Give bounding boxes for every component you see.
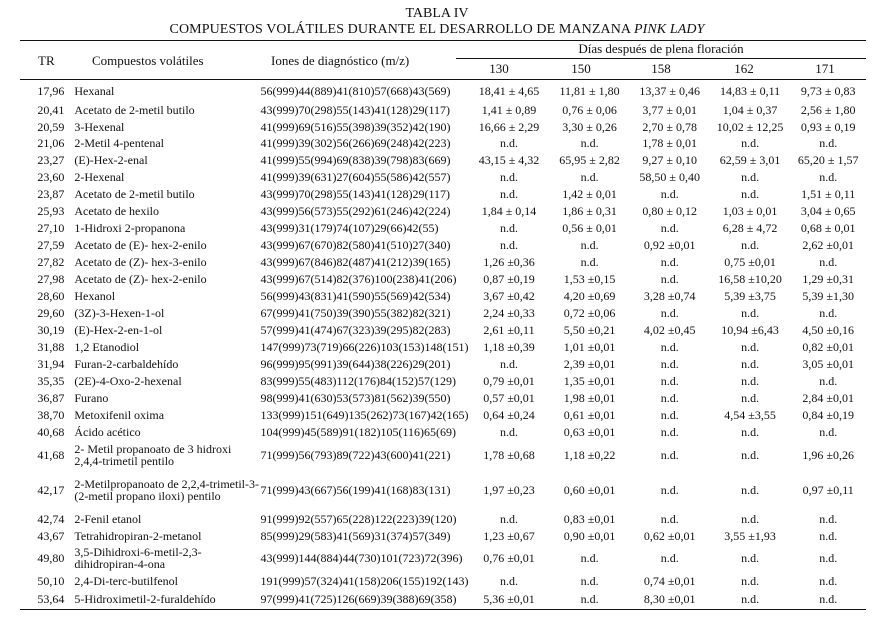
value-day-171: 0,82 ±0,01 — [802, 339, 854, 354]
value-day-158: 3,77 ± 0,01 — [642, 102, 697, 117]
value-day-130: 1,23 ±0,67 — [483, 528, 535, 543]
value-day-158: n.d. — [660, 551, 679, 565]
value-day-130: 1,41 ± 0,89 — [481, 102, 537, 117]
diagnostic-ions: 147(999)73(719)66(226)103(153)148(151) — [260, 339, 469, 354]
retention-time: 25,93 — [37, 203, 65, 218]
value-day-130: 0,87 ±0,19 — [483, 271, 535, 286]
value-day-158: 0,80 ± 0,12 — [642, 203, 697, 218]
retention-time: 35,35 — [37, 373, 65, 388]
value-day-171: 1,96 ±0,26 — [802, 448, 854, 462]
header-bottom-rule — [20, 79, 866, 80]
table-row — [20, 254, 866, 270]
value-day-150: 0,90 ±0,01 — [563, 528, 616, 543]
value-day-150: 5,50 ±0,21 — [563, 322, 616, 337]
diagnostic-ions: 85(999)29(583)41(569)31(374)57(349) — [260, 528, 451, 543]
value-day-162: n.d. — [741, 591, 760, 606]
value-day-162: n.d. — [741, 483, 760, 497]
value-day-158: n.d. — [660, 511, 679, 526]
value-day-130: 1,84 ± 0,14 — [481, 203, 537, 218]
volatile-compounds-table — [20, 81, 866, 608]
retention-time: 27,98 — [37, 271, 65, 286]
value-day-130: 43,15 ± 4,32 — [478, 152, 540, 167]
compound-name: Metoxifenil oxima — [74, 407, 165, 422]
table-row — [20, 151, 866, 168]
compound-name: 3,5-Dihidroxi-6-metil-2,3-dihidropiran-4-ona — [74, 545, 202, 571]
table-row — [20, 470, 866, 510]
value-day-171: n.d. — [819, 255, 838, 269]
header-day-171: 171 — [815, 61, 835, 76]
value-day-130: 1,78 ±0,68 — [483, 448, 535, 462]
diagnostic-ions: 67(999)41(750)39(390)55(382)82(321) — [260, 305, 451, 320]
value-day-158: n.d. — [660, 255, 679, 269]
header-day-162: 162 — [734, 61, 754, 76]
retention-time: 42,74 — [37, 511, 65, 526]
value-day-150: 0,56 ± 0,01 — [562, 220, 617, 235]
value-day-162: n.d. — [741, 169, 760, 184]
table-row — [20, 355, 866, 372]
retention-time: 23,27 — [37, 152, 65, 167]
value-day-158: n.d. — [660, 186, 679, 201]
value-day-171: n.d. — [819, 424, 838, 439]
compound-name: Acetato de (E)- hex-2-enilo — [74, 238, 207, 252]
value-day-150: 1,86 ± 0,31 — [562, 203, 617, 218]
compound-name: Hexanal — [74, 84, 115, 98]
table-row — [20, 287, 866, 304]
value-day-162: n.d. — [741, 373, 760, 388]
header-day-158: 158 — [651, 61, 671, 76]
value-day-150: 1,35 ±0,01 — [563, 373, 616, 388]
value-day-150: n.d. — [580, 136, 599, 150]
diagnostic-ions: 43(999)70(298)55(143)41(128)29(117) — [260, 186, 451, 201]
value-day-162: 5,39 ±3,75 — [724, 288, 776, 303]
compound-name: 2-Metil 4-pentenal — [74, 136, 165, 150]
compound-name: 1,2 Etanodiol — [74, 339, 140, 354]
diagnostic-ions: 56(999)43(831)41(590)55(569)42(534) — [260, 288, 451, 303]
retention-time: 42,17 — [37, 483, 65, 497]
value-day-130: n.d. — [500, 573, 518, 588]
diagnostic-ions: 91(999)92(557)65(228)122(223)39(120) — [260, 511, 457, 526]
value-day-158: n.d. — [660, 373, 679, 388]
value-day-130: 3,67 ±0,42 — [483, 288, 535, 303]
table-row — [20, 135, 866, 151]
value-day-162: n.d. — [741, 448, 760, 462]
retention-time: 20,59 — [37, 119, 65, 134]
value-day-171: 5,39 ±1,30 — [802, 288, 854, 303]
table-row — [20, 338, 866, 355]
value-day-158: n.d. — [660, 483, 679, 497]
retention-time: 23,60 — [37, 169, 65, 184]
table-row — [20, 527, 866, 544]
diagnostic-ions: 43(999)56(573)55(292)61(246)42(224) — [260, 203, 451, 218]
bottom-rule — [20, 609, 866, 610]
value-day-130: 1,18 ±0,39 — [483, 339, 535, 354]
value-day-171: 1,51 ± 0,11 — [801, 186, 856, 201]
value-day-158: 9,27 ± 0,10 — [642, 152, 697, 167]
diagnostic-ions: 43(999)144(884)44(730)101(723)72(396) — [260, 551, 463, 565]
value-day-158: 4,02 ±0,45 — [643, 322, 696, 337]
compound-name: Furano — [74, 390, 109, 405]
compound-name: Acetato de hexilo — [74, 203, 160, 218]
retention-time: 40,68 — [37, 424, 65, 439]
retention-time: 27,10 — [37, 220, 65, 235]
table-row — [20, 572, 866, 589]
value-day-171: n.d. — [819, 305, 838, 320]
retention-time: 21,06 — [37, 136, 65, 150]
compound-name: Tetrahidropiran-2-metanol — [74, 528, 202, 543]
value-day-150: 1,18 ±0,22 — [563, 448, 616, 462]
value-day-171: 2,62 ±0,01 — [802, 238, 854, 252]
value-day-158: 8,30 ±0,01 — [643, 591, 696, 606]
header-ions: Iones de diagnóstico (m/z) — [271, 53, 410, 68]
value-day-130: 0,64 ±0,24 — [483, 407, 535, 422]
value-day-150: 11,81 ± 1,80 — [559, 84, 620, 98]
header-tr: TR — [38, 53, 55, 68]
value-day-171: n.d. — [819, 511, 838, 526]
value-day-171: 1,29 ±0,31 — [802, 271, 854, 286]
value-day-171: 2,84 ±0,01 — [802, 390, 854, 405]
header-compound: Compuestos volátiles — [92, 53, 204, 68]
value-day-158: n.d. — [660, 407, 679, 422]
table-row — [20, 304, 866, 321]
retention-time: 38,70 — [37, 407, 65, 422]
diagnostic-ions: 71(999)56(793)89(722)43(600)41(221) — [260, 448, 451, 462]
retention-time: 27,59 — [37, 238, 65, 252]
value-day-162: n.d. — [741, 238, 760, 252]
diagnostic-ions: 41(999)39(302)56(266)69(248)42(223) — [260, 136, 451, 150]
retention-time: 17,96 — [37, 84, 65, 98]
value-day-158: 58,50 ± 0,40 — [639, 169, 700, 184]
value-day-158: 0,62 ±0,01 — [643, 528, 696, 543]
value-day-171: n.d. — [819, 551, 838, 565]
value-day-162: n.d. — [741, 511, 760, 526]
value-day-171: n.d. — [819, 373, 838, 388]
table-row — [20, 440, 866, 470]
compound-name: 2-Fenil etanol — [74, 511, 142, 526]
table-row — [20, 236, 866, 254]
retention-time: 29,60 — [37, 305, 65, 320]
compound-name: (2E)-4-Oxo-2-hexenal — [74, 373, 182, 388]
value-day-150: 0,83 ±0,01 — [563, 511, 616, 526]
compound-name: 2-Hexenal — [74, 169, 125, 184]
value-day-158: n.d. — [660, 356, 679, 371]
diagnostic-ions: 104(999)45(589)91(182)105(116)65(69) — [260, 424, 457, 439]
diagnostic-ions: 43(999)31(179)74(107)29(66)42(55) — [260, 220, 439, 235]
table-title-main: COMPUESTOS VOLÁTILES DURANTE EL DESARROLLO DE MANZANA — [169, 22, 634, 37]
value-day-162: 10,94 ±6,43 — [721, 322, 779, 337]
compound-name: Acetato de (Z)- hex-2-enilo — [74, 271, 207, 286]
value-day-171: 0,68 ± 0,01 — [800, 220, 856, 235]
value-day-171: 0,97 ±0,11 — [802, 483, 854, 497]
value-day-150: n.d. — [580, 551, 599, 565]
header-day-130: 130 — [489, 61, 509, 76]
table-row — [20, 510, 866, 527]
value-day-130: 0,76 ±0,01 — [483, 551, 535, 565]
value-day-150: n.d. — [580, 169, 599, 184]
value-day-150: 0,63 ±0,01 — [563, 424, 616, 439]
value-day-150: n.d. — [580, 573, 599, 588]
value-day-158: 3,28 ±0,74 — [643, 288, 696, 303]
value-day-130: n.d. — [500, 169, 518, 184]
value-day-150: 0,60 ±0,01 — [563, 483, 616, 497]
table-body — [20, 81, 866, 608]
compound-name: 3-Hexenal — [74, 119, 125, 134]
diagnostic-ions: 41(999)69(516)55(398)39(352)42(190) — [260, 119, 451, 134]
value-day-130: 0,79 ±0,01 — [483, 373, 535, 388]
header-day-150: 150 — [571, 61, 591, 76]
compound-name: (E)-Hex-2-en-1-ol — [74, 322, 163, 337]
compound-name: (3Z)-3-Hexen-1-ol — [74, 305, 165, 320]
value-day-162: n.d. — [741, 339, 760, 354]
value-day-130: 5,36 ±0,01 — [483, 591, 535, 606]
value-day-150: n.d. — [580, 255, 599, 269]
value-day-162: 62,59 ± 3,01 — [719, 152, 781, 167]
value-day-158: 2,70 ± 0,78 — [642, 119, 697, 134]
table-row — [20, 168, 866, 185]
value-day-171: 3,05 ±0,01 — [802, 356, 854, 371]
table-row — [20, 202, 866, 219]
value-day-171: 3,04 ± 0,65 — [800, 203, 856, 218]
value-day-171: n.d. — [819, 591, 838, 606]
value-day-171: 0,93 ± 0,19 — [800, 119, 856, 134]
value-day-130: 2,24 ±0,33 — [483, 305, 535, 320]
value-day-171: n.d. — [819, 573, 838, 588]
retention-time: 27,82 — [37, 255, 65, 269]
value-day-158: 1,78 ± 0,01 — [642, 136, 697, 150]
value-day-158: n.d. — [660, 424, 679, 439]
table-title-variety: PINK LADY — [633, 22, 705, 37]
retention-time: 49,80 — [37, 551, 65, 565]
value-day-171: 9,73 ± 0,83 — [800, 84, 856, 98]
compound-name: (E)-Hex-2-enal — [74, 152, 148, 167]
value-day-171: 0,84 ±0,19 — [802, 407, 854, 422]
value-day-150: 4,20 ±0,69 — [563, 288, 616, 303]
value-day-171: n.d. — [819, 136, 838, 150]
table-row — [20, 423, 866, 440]
retention-time: 36,87 — [37, 390, 65, 405]
diagnostic-ions: 43(999)67(846)82(487)41(212)39(165) — [260, 255, 451, 269]
table-row — [20, 101, 866, 118]
diagnostic-ions: 43(999)67(670)82(580)41(510)27(340) — [260, 238, 451, 252]
diagnostic-ions: 57(999)41(474)67(323)39(295)82(283) — [260, 322, 451, 337]
compound-name: Ácido acético — [74, 424, 141, 439]
diagnostic-ions: 96(999)95(991)39(644)38(226)29(201) — [260, 356, 451, 371]
value-day-150: n.d. — [580, 591, 599, 606]
table-row — [20, 185, 866, 202]
value-day-162: 1,04 ± 0,37 — [722, 102, 778, 117]
value-day-130: n.d. — [500, 136, 518, 150]
value-day-162: 4,54 ±3,55 — [724, 407, 776, 422]
compound-name: 2-Metilpropanoato de 2,2,4-trimetil-3-(2-metil propano iloxi) pentilo — [74, 477, 259, 503]
retention-time: 23,87 — [37, 186, 65, 201]
value-day-150: n.d. — [580, 238, 599, 252]
table-title — [0, 22, 874, 37]
value-day-162: 14,83 ± 0,11 — [720, 84, 781, 98]
value-day-130: 18,41 ± 4,65 — [478, 84, 540, 98]
diagnostic-ions: 133(999)151(649)135(262)73(167)42(165) — [260, 407, 469, 422]
diagnostic-ions: 43(999)67(514)82(376)100(238)41(206) — [260, 271, 457, 286]
value-day-130: n.d. — [500, 356, 518, 371]
value-day-150: 1,98 ±0,01 — [563, 390, 616, 405]
value-day-162: n.d. — [741, 136, 760, 150]
value-day-150: 0,76 ± 0,06 — [562, 102, 617, 117]
value-day-130: 16,66 ± 2,29 — [478, 119, 540, 134]
diagnostic-ions: 98(999)41(630)53(573)81(562)39(550) — [260, 390, 451, 405]
table-number: TABLA IV — [405, 6, 469, 21]
days-group-rule — [456, 58, 866, 59]
value-day-162: 1,03 ± 0,01 — [722, 203, 778, 218]
value-day-171: 2,56 ± 1,80 — [800, 102, 856, 117]
value-day-130: 1,97 ±0,23 — [483, 483, 535, 497]
diagnostic-ions: 97(999)41(725)126(669)39(388)69(358) — [260, 591, 457, 606]
value-day-130: n.d. — [500, 511, 518, 526]
value-day-162: n.d. — [741, 424, 760, 439]
retention-time: 31,94 — [37, 356, 65, 371]
table-row — [20, 270, 866, 287]
retention-time: 50,10 — [37, 573, 65, 588]
table-row — [20, 372, 866, 389]
value-day-162: 6,28 ± 4,72 — [722, 220, 778, 235]
value-day-130: n.d. — [500, 238, 518, 252]
value-day-162: n.d. — [741, 573, 760, 588]
value-day-158: n.d. — [660, 305, 679, 320]
value-day-162: 3,55 ±1,93 — [724, 528, 776, 543]
compound-name: 1-Hidroxi 2-propanona — [74, 220, 186, 235]
compound-name: 2- Metil propanoato de 3 hidroxi 2,4,4-trimetil pentilo — [74, 442, 232, 468]
value-day-171: 65,20 ± 1,57 — [797, 152, 859, 167]
value-day-158: n.d. — [660, 448, 679, 462]
value-day-158: 0,92 ±0,01 — [643, 238, 696, 252]
retention-time: 31,88 — [37, 339, 65, 354]
table-row — [20, 389, 866, 406]
diagnostic-ions: 41(999)39(631)27(604)55(586)42(557) — [260, 169, 451, 184]
value-day-162: n.d. — [741, 551, 760, 565]
table-row — [20, 589, 866, 608]
value-day-158: n.d. — [660, 339, 679, 354]
diagnostic-ions: 83(999)55(483)112(176)84(152)57(129) — [260, 373, 457, 388]
value-day-162: n.d. — [741, 390, 760, 405]
diagnostic-ions: 191(999)57(324)41(158)206(155)192(143) — [260, 573, 469, 588]
retention-time: 28,60 — [37, 288, 65, 303]
value-day-158: n.d. — [660, 390, 679, 405]
diagnostic-ions: 41(999)55(994)69(838)39(798)83(669) — [260, 152, 451, 167]
value-day-150: 1,53 ±0,15 — [563, 271, 616, 286]
value-day-162: 10,02 ± 12,25 — [716, 119, 784, 134]
compound-name: Acetato de 2-metil butilo — [74, 102, 195, 117]
value-day-158: 0,74 ±0,01 — [643, 573, 696, 588]
compound-name: Acetato de (Z)- hex-3-enilo — [74, 255, 207, 269]
value-day-150: 1,42 ± 0,01 — [562, 186, 617, 201]
compound-name: 2,4-Di-terc-butilfenol — [74, 573, 179, 588]
value-day-171: 4,50 ±0,16 — [802, 322, 854, 337]
table-row — [20, 321, 866, 338]
value-day-162: 16,58 ±10,20 — [718, 271, 782, 286]
compound-name: Hexanol — [74, 288, 116, 303]
value-day-171: n.d. — [819, 169, 838, 184]
value-day-158: 13,37 ± 0,46 — [639, 84, 700, 98]
value-day-130: n.d. — [500, 220, 518, 235]
diagnostic-ions: 43(999)70(298)55(143)41(128)29(117) — [260, 102, 451, 117]
value-day-162: 0,75 ±0,01 — [724, 255, 776, 269]
value-day-130: 2,61 ±0,11 — [483, 322, 535, 337]
value-day-150: 3,30 ± 0,26 — [562, 119, 617, 134]
table-row — [20, 544, 866, 572]
value-day-130: 1,26 ±0,36 — [483, 255, 535, 269]
diagnostic-ions: 71(999)43(667)56(199)41(168)83(131) — [260, 483, 451, 497]
compound-name: 5-Hidroximetil-2-furaldehído — [74, 591, 216, 606]
retention-time: 30,19 — [37, 322, 65, 337]
retention-time: 20,41 — [37, 102, 65, 117]
value-day-130: n.d. — [500, 424, 518, 439]
retention-time: 53,64 — [37, 591, 65, 606]
retention-time: 43,67 — [37, 528, 65, 543]
value-day-162: n.d. — [741, 186, 760, 201]
value-day-150: 65,95 ± 2,82 — [559, 152, 620, 167]
compound-name: Furan-2-carbaldehído — [74, 356, 179, 371]
retention-time: 41,68 — [37, 448, 65, 462]
header-days-group: Días después de plena floración — [578, 41, 744, 56]
value-day-150: 0,61 ±0,01 — [563, 407, 616, 422]
value-day-130: n.d. — [500, 186, 518, 201]
table-row — [20, 219, 866, 236]
compound-name: Acetato de 2-metil butilo — [74, 186, 195, 201]
value-day-150: 0,72 ±0,06 — [563, 305, 616, 320]
table-row — [20, 81, 866, 101]
value-day-150: 1,01 ±0,01 — [563, 339, 616, 354]
diagnostic-ions: 56(999)44(889)41(810)57(668)43(569) — [260, 84, 451, 98]
value-day-150: 2,39 ±0,01 — [563, 356, 616, 371]
table-row — [20, 118, 866, 135]
value-day-158: n.d. — [660, 271, 679, 286]
table-row — [20, 406, 866, 423]
value-day-162: n.d. — [741, 305, 760, 320]
value-day-171: n.d. — [819, 528, 838, 543]
value-day-162: n.d. — [741, 356, 760, 371]
value-day-158: n.d. — [660, 220, 679, 235]
value-day-130: 0,57 ±0,01 — [483, 390, 535, 405]
